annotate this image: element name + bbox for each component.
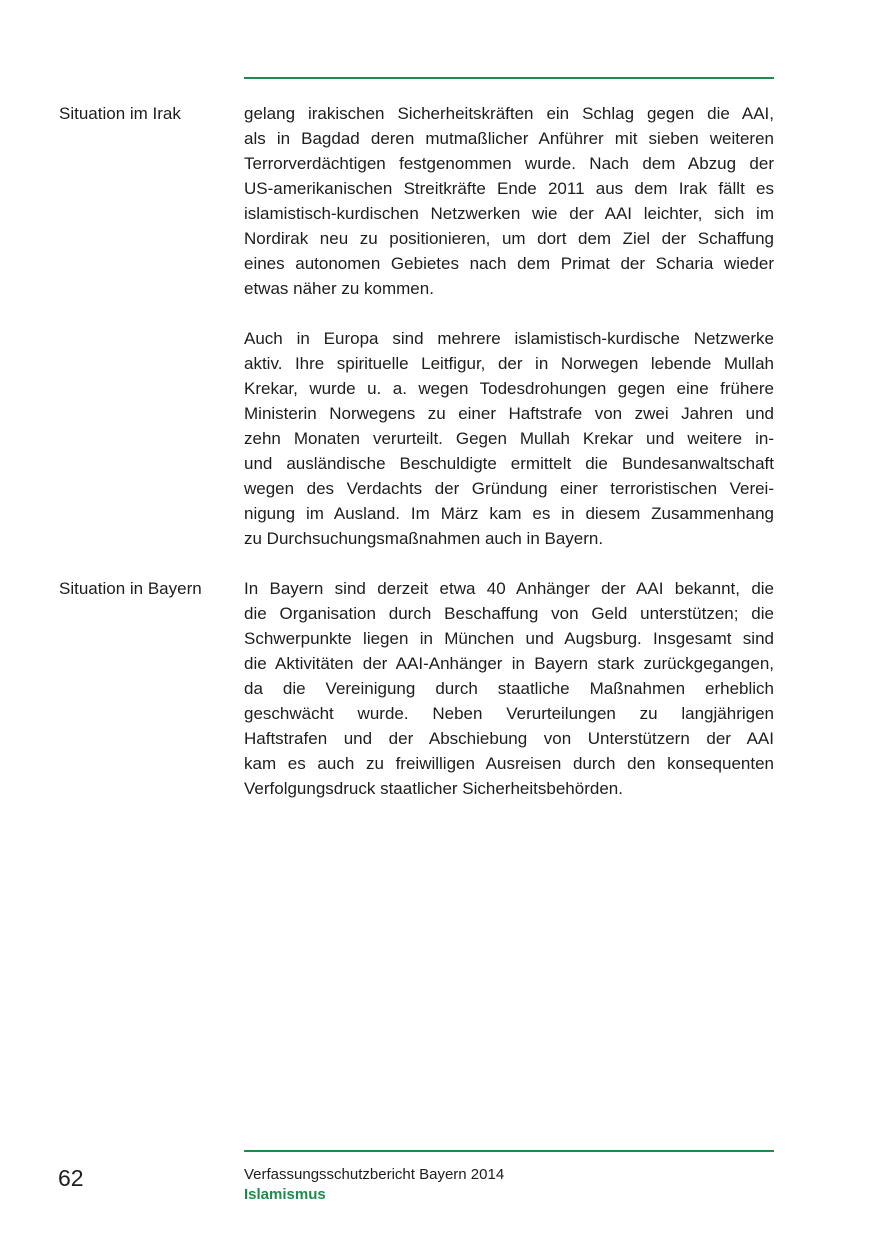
- body-line: In Bayern sind derzeit etwa 40 Anhänger der AAI bekannt, die: [244, 579, 774, 598]
- body-line: Krekar, wurde u. a. wegen Todesdrohungen gegen eine frühere: [244, 379, 774, 398]
- body-line: nigung im Ausland. Im März kam es in diesem Zusammenhang: [244, 504, 774, 523]
- body-line: und ausländische Beschuldigte ermittelt die Bundesanwaltschaft: [244, 454, 774, 473]
- body-line: die Organisation durch Beschaffung von Geld unterstützen; die: [244, 604, 774, 623]
- body-line: islamistisch-kurdischen Netzwerken wie der AAI leichter, sich im: [244, 204, 774, 223]
- section-irak: [59, 101, 774, 551]
- page-content: [59, 101, 774, 826]
- top-rule: [244, 77, 774, 79]
- body-line: Auch in Europa sind mehrere islamistisch-kurdische Netzwerke: [244, 329, 774, 348]
- body-line: da die Vereinigung durch staatliche Maßnahmen erheblich: [244, 679, 774, 698]
- section-label: Situation in Bayern: [59, 579, 202, 598]
- page-number: 62: [58, 1165, 84, 1191]
- footer-chapter: Islamismus: [244, 1186, 326, 1203]
- footer-title: Verfassungsschutzbericht Bayern 2014: [244, 1166, 505, 1183]
- body-line: eines autonomen Gebietes nach dem Primat der Scharia wieder: [244, 254, 774, 273]
- section-bayern: [59, 576, 774, 801]
- body-line: Schwerpunkte liegen in München und Augsburg. Insgesamt sind: [244, 629, 774, 648]
- body-line: US-amerikanischen Streitkräfte Ende 2011 aus dem Irak fällt es: [244, 179, 774, 198]
- section-label: Situation im Irak: [59, 104, 181, 123]
- paragraph: [244, 576, 774, 801]
- body-line: als in Bagdad deren mutmaßlicher Anführer mit sieben weiteren: [244, 129, 774, 148]
- section-body: [244, 101, 774, 551]
- body-line: zu Durchsuchungsmaßnahmen auch in Bayern.: [244, 529, 604, 548]
- body-line: kam es auch zu freiwilligen Ausreisen durch den konsequenten: [244, 754, 774, 773]
- body-line: etwas näher zu kommen.: [244, 279, 434, 298]
- bottom-rule: [244, 1150, 774, 1152]
- body-line: gelang irakischen Sicherheitskräften ein Schlag gegen die AAI,: [244, 104, 774, 123]
- paragraph: [244, 326, 774, 551]
- paragraph: [244, 101, 774, 301]
- body-line: Verfolgungsdruck staatlicher Sicherheitsbehörden.: [244, 779, 623, 798]
- body-line: aktiv. Ihre spirituelle Leitfigur, der in Norwegen lebende Mullah: [244, 354, 774, 373]
- section-body: [244, 576, 774, 801]
- body-line: wegen des Verdachts der Gründung einer terroristischen Verei-: [244, 479, 774, 498]
- footer: [244, 1165, 504, 1205]
- body-line: Nordirak neu zu positionieren, um dort dem Ziel der Schaffung: [244, 229, 774, 248]
- body-line: Terrorverdächtigen festgenommen wurde. Nach dem Abzug der: [244, 154, 774, 173]
- body-line: zehn Monaten verurteilt. Gegen Mullah Krekar und weitere in-: [244, 429, 774, 448]
- body-line: die Aktivitäten der AAI-Anhänger in Bayern stark zurückgegangen,: [244, 654, 774, 673]
- body-line: Ministerin Norwegens zu einer Haftstrafe von zwei Jahren und: [244, 404, 774, 423]
- body-line: Haftstrafen und der Abschiebung von Unterstützern der AAI: [244, 729, 774, 748]
- body-line: geschwächt wurde. Neben Verurteilungen zu langjährigen: [244, 704, 774, 723]
